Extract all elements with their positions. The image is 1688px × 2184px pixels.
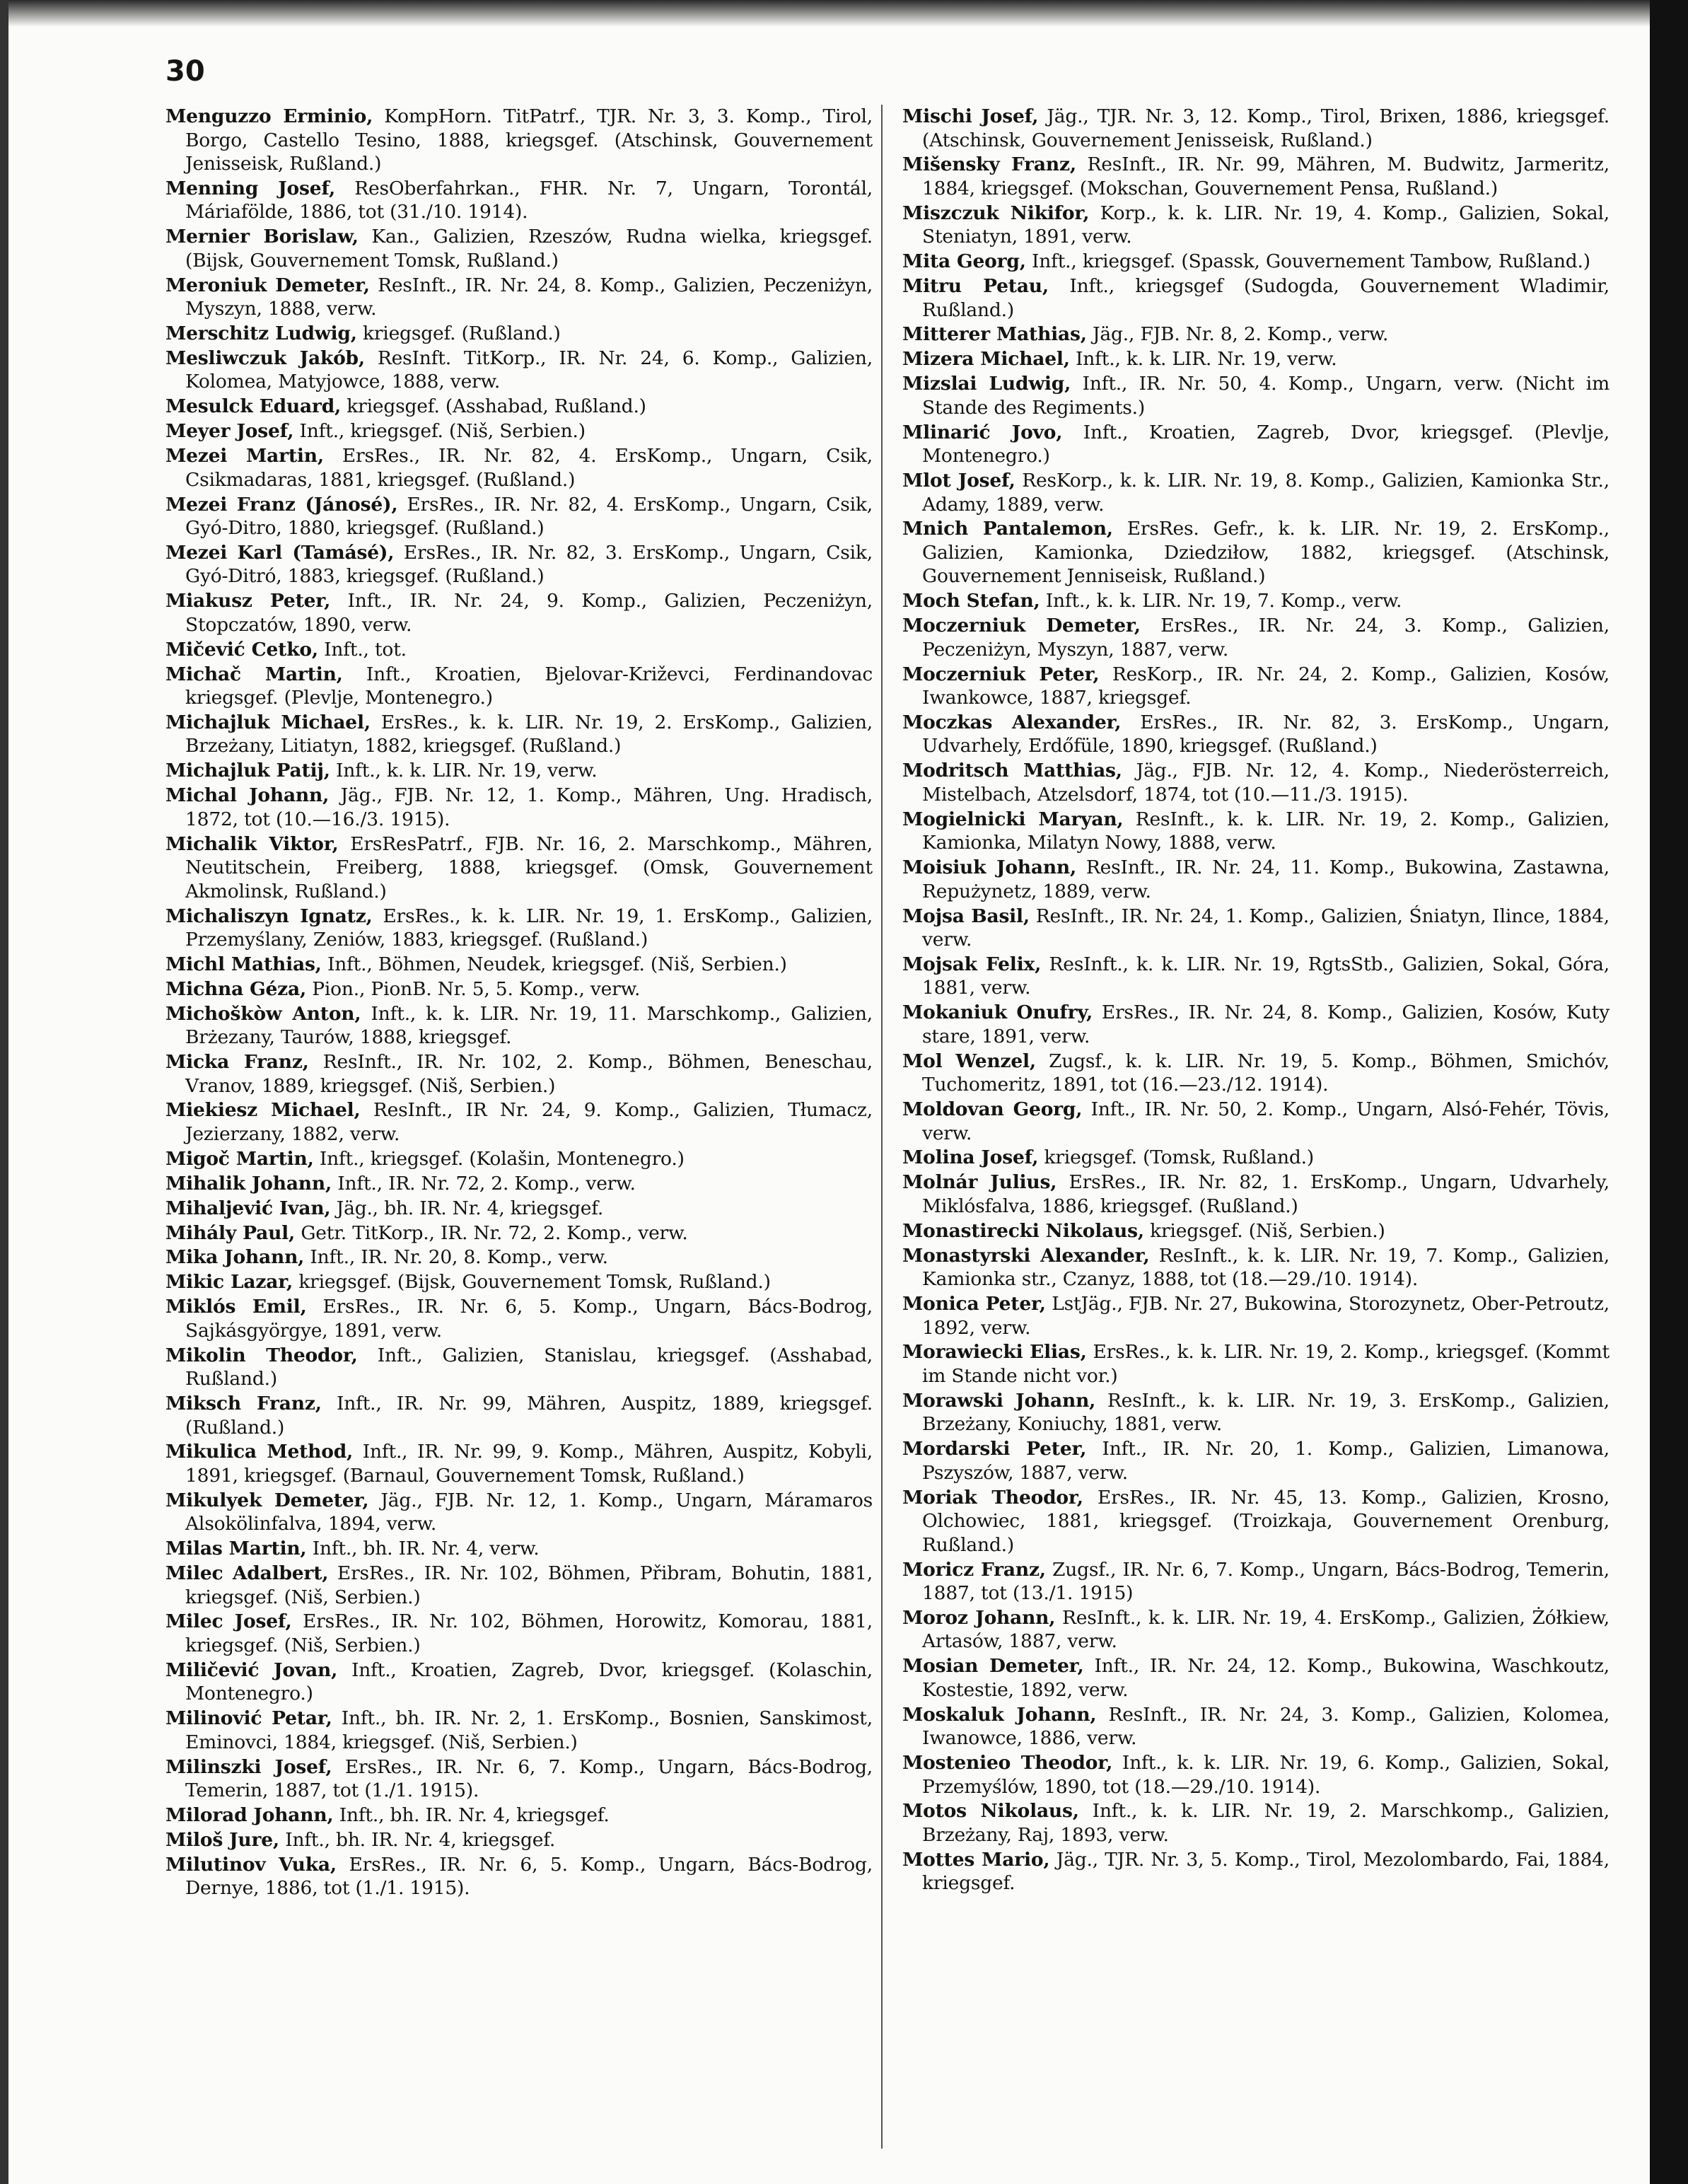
entry-name: Milas Martin, (165, 1538, 307, 1560)
list-item (165, 1440, 873, 1487)
list-item (165, 638, 873, 662)
entry-name: Milinszki Josef, (165, 1755, 332, 1778)
entry-details: Jäg., FJB. Nr. 12, 4. Komp., Niederösterreich, Mistelbach, Atzelsdorf, 1874, tot (10.—11./3. 1915). (922, 760, 1610, 806)
entry-name: Mesliwczuk Jakób, (165, 347, 365, 369)
list-item (902, 105, 1610, 152)
list-item (902, 372, 1610, 419)
entry-name: Milorad Johann, (165, 1804, 334, 1827)
entry-name: Mitterer Mathias, (902, 323, 1087, 346)
entry-name: Moroz Johann, (902, 1606, 1056, 1629)
entry-details: Inft., Kroatien, Zagreb, Dvor, kriegsgef. (Kolaschin, Montenegro.) (185, 1659, 873, 1705)
entry-details: Inft., IR. Nr. 24, 9. Komp., Galizien, Peczeniżyn, Stopczatów, 1890, verw. (185, 590, 873, 636)
entry-details: ErsRes., IR. Nr. 82, 4. ErsKomp., Ungarn, Csik, Gyó-Ditro, 1880, kriegsgef. (Rußland.) (185, 493, 873, 540)
list-item (165, 444, 873, 492)
entry-details: ErsRes., k. k. LIR. Nr. 19, 1. ErsKomp., Galizien, Przemyślany, Zeniów, 1883, kriegsgef. (Rußland.) (185, 905, 873, 951)
list-item (902, 905, 1610, 952)
entry-details: kriegsgef. (Niš, Serbien.) (1150, 1219, 1385, 1242)
list-item (902, 711, 1610, 758)
entry-details: ResInft., k. k. LIR. Nr. 19, RgtsStb., Galizien, Sokal, Góra, 1881, verw. (922, 953, 1610, 999)
entry-name: Mezei Karl (Tamásé), (165, 541, 395, 564)
scan-edge-right (1650, 0, 1688, 2184)
list-item (902, 1389, 1610, 1436)
list-item (902, 663, 1610, 710)
entry-details: kriegsgef. (Tomsk, Rußland.) (1044, 1146, 1315, 1169)
list-item (165, 1853, 873, 1900)
entry-name: Moldovan Georg, (902, 1098, 1083, 1121)
entry-details: ResInft., IR. Nr. 102, 2. Komp., Böhmen, Beneschau, Vranov, 1889, kriegsgef. (Niš, Serbien.) (185, 1051, 873, 1097)
entry-details: ErsRes., IR. Nr. 82, 1. ErsKomp., Ungarn, Udvarhely, Miklósfalva, 1886, kriegsgef. (Rußland.) (922, 1171, 1610, 1217)
list-item (902, 589, 1610, 613)
entry-details: ResKorp., IR. Nr. 24, 2. Komp., Galizien, Kosów, Iwankowce, 1887, kriegsgef. (922, 663, 1610, 709)
page-number: 30 (165, 55, 205, 88)
entry-name: Mernier Borislaw, (165, 226, 359, 248)
list-item (902, 1146, 1610, 1170)
list-item (165, 541, 873, 588)
entry-name: Mita Georg, (902, 250, 1026, 273)
list-item (902, 1558, 1610, 1605)
list-item (165, 1659, 873, 1706)
list-item (165, 177, 873, 224)
list-item (165, 105, 873, 176)
entry-details: ErsRes., IR. Nr. 24, 3. Komp., Galizien, Peczeniżyn, Myszyn, 1887, verw. (922, 615, 1610, 661)
entry-details: ErsRes., IR. Nr. 82, 3. ErsKomp., Ungarn, Csik, Gyó-Ditró, 1883, kriegsgef. (Rußland.) (185, 541, 873, 588)
list-item (165, 1392, 873, 1439)
entry-name: Mordarski Peter, (902, 1438, 1087, 1460)
list-item (165, 322, 873, 346)
entry-name: Mojsa Basil, (902, 905, 1030, 927)
entry-details: ErsRes., IR. Nr. 102, Böhmen, Přibram, Bohutin, 1881, kriegsgef. (Niš, Serbien.) (185, 1562, 873, 1608)
entry-details: Inft., k. k. LIR. Nr. 19, 7. Komp., verw. (1045, 590, 1402, 612)
list-item (902, 1799, 1610, 1847)
entry-details: Inft., k. k. LIR. Nr. 19, 11. Marschkomp., Galizien, Brżezany, Taurów, 1888, kriegsgef. (185, 1002, 873, 1049)
entry-details: ResInft., IR Nr. 24, 9. Komp., Galizien, Tłumacz, Jezierzany, 1882, verw. (185, 1099, 873, 1145)
entry-details: ErsRes., k. k. LIR. Nr. 19, 2. Komp., kriegsgef. (Kommt im Stande nicht vor.) (922, 1341, 1610, 1387)
entry-name: Mihaljević Ivan, (165, 1197, 331, 1219)
entry-details: Jäg., FJB. Nr. 12, 1. Komp., Mähren, Ung. Hradisch, 1872, tot (10.—16./3. 1915). (185, 784, 873, 830)
list-item (165, 784, 873, 831)
entry-details: Inft., k. k. LIR. Nr. 19, 2. Marschkomp., Galizien, Brzeżany, Raj, 1893, verw. (922, 1800, 1610, 1846)
entry-details: Jäg., TJR. Nr. 3, 5. Komp., Tirol, Mezolombardo, Fai, 1884, kriegsgef. (922, 1848, 1610, 1895)
entry-details: Getr. TitKorp., IR. Nr. 72, 2. Komp., verw. (301, 1221, 688, 1244)
entry-name: Mnich Pantalemon, (902, 518, 1113, 540)
list-item (165, 1344, 873, 1391)
list-item (165, 1197, 873, 1221)
entry-details: ErsRes., IR. Nr. 24, 8. Komp., Galizien, Kosów, Kuty stare, 1891, verw. (922, 1001, 1610, 1047)
list-item (902, 759, 1610, 806)
entry-name: Mottes Mario, (902, 1848, 1050, 1871)
list-item (165, 274, 873, 321)
entry-details: ResInft., k. k. LIR. Nr. 19, 3. ErsKomp., Galizien, Brzeżany, Koniuchy, 1881, verw. (922, 1389, 1610, 1436)
entry-name: Mičević Cetko, (165, 638, 318, 661)
list-item (165, 1050, 873, 1098)
list-item (902, 1244, 1610, 1291)
entry-details: ResInft. TitKorp., IR. Nr. 24, 6. Komp., Galizien, Kolomea, Matyjowce, 1888, verw. (185, 347, 873, 393)
entry-name: Mol Wenzel, (902, 1050, 1036, 1072)
list-item (902, 1654, 1610, 1702)
entry-details: ErsRes., IR. Nr. 82, 3. ErsKomp., Ungarn, Udvarhely, Erdőfüle, 1890, kriegsgef. (Rußland.) (922, 711, 1610, 757)
entry-details: ResInft., k. k. LIR. Nr. 19, 4. ErsKomp., Galizien, Żółkiew, Artasów, 1887, verw. (922, 1606, 1610, 1653)
entry-name: Miloš Jure, (165, 1828, 279, 1851)
entry-name: Mlot Josef, (902, 470, 1015, 492)
entry-details: Zugsf., k. k. LIR. Nr. 19, 5. Komp., Böhmen, Smichóv, Tuchomeritz, 1891, tot (16.—23./12. 1914). (922, 1050, 1610, 1096)
list-item (165, 1489, 873, 1536)
entry-name: Milutinov Vuka, (165, 1853, 337, 1876)
entry-details: Inft., kriegsgef. (Spassk, Gouvernement Tambow, Rußland.) (1031, 250, 1590, 273)
list-item (165, 1562, 873, 1609)
list-item (165, 1098, 873, 1146)
list-item (165, 1755, 873, 1803)
entry-details: Inft., IR. Nr. 20, 8. Komp., verw. (310, 1246, 608, 1269)
list-item (902, 1050, 1610, 1097)
entry-name: Meyer Josef, (165, 420, 294, 443)
list-item (902, 1848, 1610, 1895)
scan-edge-left (0, 0, 8, 2184)
list-item (165, 1002, 873, 1050)
entry-details: Jäg., bh. IR. Nr. 4, kriegsgef. (336, 1197, 604, 1219)
list-item (165, 419, 873, 443)
entry-details: ErsRes., IR. Nr. 45, 13. Komp., Galizien, Krosno, Olchowiec, 1881, kriegsgef. (Troizkaja, Gouvernement Orenburg, Rußland.) (922, 1486, 1610, 1556)
list-item (902, 517, 1610, 588)
entry-name: Mokaniuk Onufry, (902, 1001, 1093, 1024)
entry-details: kriegsgef. (Bijsk, Gouvernement Tomsk, Rußland.) (298, 1271, 771, 1294)
entry-details: LstJäg., FJB. Nr. 27, Bukowina, Storozynetz, Ober-Petroutz, 1892, verw. (922, 1293, 1610, 1339)
entry-details: Korp., k. k. LIR. Nr. 19, 4. Komp., Galizien, Sokal, Steniatyn, 1891, verw. (922, 202, 1610, 248)
entry-details: Inft., IR. Nr. 99, 9. Komp., Mähren, Auspitz, Kobyli, 1891, kriegsgef. (Barnaul, Gouvernement Tomsk, Rußland.) (185, 1441, 873, 1487)
entry-details: ErsRes., IR. Nr. 6, 5. Komp., Ungarn, Bács-Bodrog, Sajkásgyörgye, 1891, verw. (185, 1296, 873, 1342)
list-item (902, 1486, 1610, 1557)
list-item (902, 1292, 1610, 1340)
entry-details: Inft., k. k. LIR. Nr. 19, verw. (336, 760, 598, 782)
entry-name: Mogielnicki Maryan, (902, 808, 1124, 830)
entry-details: ErsResPatrf., FJB. Nr. 16, 2. Marschkomp., Mähren, Neutitschein, Freiberg, 1888, kriegsgef. (Omsk, Gouvernement Akmolinsk, Rußland.) (185, 832, 873, 902)
entry-details: ResInft., IR. Nr. 24, 8. Komp., Galizien, Peczeniżyn, Myszyn, 1888, verw. (185, 274, 873, 320)
entry-details: Kan., Galizien, Rzeszów, Rudna wielka, kriegsgef. (Bijsk, Gouvernement Tomsk, Rußland.) (185, 226, 873, 272)
list-item (902, 856, 1610, 903)
entry-details: ErsRes. Gefr., k. k. LIR. Nr. 19, 2. ErsKomp., Galizien, Kamionka, Dziedziłow, 1882, kriegsgef. (Atschinsk, Gouvernement Jenniseisk, Rußland.) (922, 518, 1610, 588)
entry-name: Michalik Viktor, (165, 832, 339, 855)
entry-details: ErsRes., k. k. LIR. Nr. 19, 2. ErsKomp., Galizien, Brzeżany, Litiatyn, 1882, kriegsgef. (Rußland.) (185, 711, 873, 757)
list-item (165, 759, 873, 783)
entry-name: Moriak Theodor, (902, 1486, 1083, 1509)
entry-details: ErsRes., IR. Nr. 6, 7. Komp., Ungarn, Bács-Bodrog, Temerin, 1887, tot (1./1. 1915). (185, 1755, 873, 1802)
list-item (902, 808, 1610, 855)
list-item (902, 1001, 1610, 1048)
entry-name: Mezei Martin, (165, 445, 324, 467)
entry-name: Moisiuk Johann, (902, 856, 1077, 879)
entry-name: Menguzzo Erminio, (165, 105, 373, 127)
entry-name: Miklós Emil, (165, 1296, 307, 1318)
list-item (902, 153, 1610, 200)
list-item (165, 347, 873, 394)
list-item (165, 1172, 873, 1196)
entry-name: Mizera Michael, (902, 348, 1070, 371)
list-item (902, 614, 1610, 661)
entry-name: Mosian Demeter, (902, 1655, 1084, 1678)
list-item (902, 953, 1610, 1000)
entry-details: Inft., kriegsgef. (Kolašin, Montenegro.) (319, 1147, 685, 1170)
list-item (902, 1703, 1610, 1750)
entry-name: Motos Nikolaus, (902, 1800, 1079, 1823)
list-item (165, 1270, 873, 1294)
entry-name: Mihály Paul, (165, 1221, 296, 1244)
entry-details: Inft., bh. IR. Nr. 4, kriegsgef. (339, 1804, 610, 1827)
entry-details: ResInft., k. k. LIR. Nr. 19, 7. Komp., Galizien, Kamionka str., Czanyz, 1888, tot (18.—29./10. 1914). (922, 1244, 1610, 1291)
entry-name: Moczerniuk Demeter, (902, 615, 1141, 637)
entry-name: Michl Mathias, (165, 953, 322, 975)
entry-details: Jäg., FJB. Nr. 12, 1. Komp., Ungarn, Máramaros Alsokölinfalva, 1894, verw. (185, 1489, 873, 1535)
entry-details: Inft., k. k. LIR. Nr. 19, 6. Komp., Galizien, Sokal, Przemyślów, 1890, tot (18.—29./10. 1914). (922, 1752, 1610, 1798)
entry-name: Mitru Petau, (902, 275, 1049, 298)
entry-details: ResInft., IR. Nr. 24, 3. Komp., Galizien, Kolomea, Iwanowce, 1886, verw. (922, 1703, 1610, 1750)
list-item (165, 493, 873, 540)
column-left (165, 105, 873, 2156)
entry-name: Michač Martin, (165, 663, 343, 685)
list-item (902, 1437, 1610, 1485)
entry-name: Moczkas Alexander, (902, 711, 1122, 733)
scan-edge-top (0, 0, 1688, 27)
entry-details: ResOberfahrkan., FHR. Nr. 7, Ungarn, Torontál, Máriafölde, 1886, tot (31./10. 1914). (185, 177, 873, 223)
entry-name: Molnár Julius, (902, 1171, 1057, 1194)
entry-name: Mischi Josef, (902, 105, 1039, 127)
list-item (165, 1221, 873, 1245)
entry-details: ResInft., IR. Nr. 24, 11. Komp., Bukowina, Zastawna, Repużynetz, 1889, verw. (922, 856, 1610, 902)
entry-name: Michna Géza, (165, 977, 307, 1000)
entry-details: Inft., Böhmen, Neudek, kriegsgef. (Niš, Serbien.) (327, 953, 787, 975)
list-item (165, 663, 873, 710)
entry-name: Molina Josef, (902, 1146, 1039, 1169)
list-item (165, 1610, 873, 1657)
list-item (165, 905, 873, 952)
entry-details: ErsRes., IR. Nr. 6, 5. Komp., Ungarn, Bács-Bodrog, Dernye, 1886, tot (1./1. 1915). (185, 1853, 873, 1900)
entry-details: Inft., tot. (324, 638, 407, 661)
entry-details: Jäg., FJB. Nr. 8, 2. Komp., verw. (1092, 323, 1389, 346)
entry-details: Inft., IR. Nr. 50, 4. Komp., Ungarn, verw. (Nicht im Stande des Regiments.) (922, 373, 1610, 419)
entry-details: ResInft., IR. Nr. 99, Mähren, M. Budwitz, Jarmeritz, 1884, kriegsgef. (Mokschan, Gouvernement Pensa, Rußland.) (922, 153, 1610, 199)
entry-name: Miksch Franz, (165, 1393, 322, 1415)
entry-details: ResInft., IR. Nr. 24, 1. Komp., Galizien, Śniatyn, Ilince, 1884, verw. (922, 905, 1610, 951)
entry-details: Inft., k. k. LIR. Nr. 19, verw. (1076, 348, 1337, 371)
entry-name: Miakusz Peter, (165, 590, 331, 612)
entry-name: Michal Johann, (165, 784, 330, 807)
entry-name: Menning Josef, (165, 177, 336, 199)
entry-details: Inft., bh. IR. Nr. 4, kriegsgef. (285, 1828, 556, 1851)
entry-name: Moskaluk Johann, (902, 1703, 1097, 1726)
entry-details: ErsRes., IR. Nr. 102, Böhmen, Horowitz, Komorau, 1881, kriegsgef. (Niš, Serbien.) (185, 1610, 873, 1656)
column-divider (881, 105, 883, 2149)
list-item (165, 225, 873, 272)
entry-name: Michajluk Michael, (165, 711, 371, 733)
entry-details: Inft., kriegsgef. (Niš, Serbien.) (299, 420, 586, 443)
list-item (165, 1828, 873, 1852)
entry-name: Mojsak Felix, (902, 953, 1042, 975)
entry-details: kriegsgef. (Asshabad, Rußland.) (347, 395, 646, 418)
entry-details: Inft., IR. Nr. 72, 2. Komp., verw. (337, 1172, 636, 1195)
entry-name: Mikulyek Demeter, (165, 1489, 369, 1511)
entry-details: Jäg., TJR. Nr. 3, 12. Komp., Tirol, Brixen, 1886, kriegsgef. (Atschinsk, Gouvernement Jenisseisk, Rußland.) (922, 105, 1610, 151)
entry-name: Mezei Franz (Jánosé), (165, 493, 398, 516)
entry-name: Mesulck Eduard, (165, 395, 342, 418)
entry-name: Mostenieo Theodor, (902, 1752, 1113, 1774)
list-item (165, 832, 873, 904)
entry-name: Mikulica Method, (165, 1441, 354, 1463)
entry-name: Mizslai Ludwig, (902, 373, 1071, 395)
entry-details: kriegsgef. (Rußland.) (362, 323, 561, 345)
list-item (165, 1537, 873, 1561)
entry-details: KompHorn. TitPatrf., TJR. Nr. 3, 3. Komp., Tirol, Borgo, Castello Tesino, 1888, kriegsgef. (Atschinsk, Gouvernement Jenisseisk, Rußland.) (185, 105, 873, 175)
entry-name: Morawiecki Elias, (902, 1341, 1087, 1364)
entry-name: Morawski Johann, (902, 1389, 1096, 1412)
entry-details: ErsRes., IR. Nr. 82, 4. ErsKomp., Ungarn, Csik, Csikmadaras, 1881, kriegsgef. (Rußland.) (185, 445, 873, 491)
entry-name: Miličević Jovan, (165, 1659, 338, 1681)
list-item (902, 347, 1610, 371)
entry-details: Pion., PionB. Nr. 5, 5. Komp., verw. (312, 977, 641, 1000)
entry-name: Moricz Franz, (902, 1558, 1046, 1581)
entry-name: Moch Stefan, (902, 590, 1040, 612)
list-item (902, 274, 1610, 322)
list-item (902, 202, 1610, 249)
entry-name: Merschitz Ludwig, (165, 323, 357, 345)
entry-name: Mika Johann, (165, 1246, 305, 1269)
entry-name: Monastyrski Alexander, (902, 1244, 1150, 1267)
entry-details: Zugsf., IR. Nr. 6, 7. Komp., Ungarn, Bács-Bodrog, Temerin, 1887, tot (13./1. 1915) (922, 1558, 1610, 1604)
entry-name: Mišensky Franz, (902, 153, 1076, 176)
list-item (165, 1803, 873, 1828)
list-item (165, 1707, 873, 1754)
list-item (902, 1219, 1610, 1243)
list-item (902, 469, 1610, 516)
list-item (902, 1751, 1610, 1799)
list-item (165, 711, 873, 758)
entry-details: Inft., IR. Nr. 20, 1. Komp., Galizien, Limanowa, Pszyszów, 1887, verw. (922, 1438, 1610, 1484)
column-right (902, 105, 1610, 2156)
entry-name: Moczerniuk Peter, (902, 663, 1100, 685)
entry-details: ResInft., k. k. LIR. Nr. 19, 2. Komp., Galizien, Kamionka, Milatyn Nowy, 1888, verw. (922, 808, 1610, 854)
list-item (902, 323, 1610, 347)
entry-details: Inft., bh. IR. Nr. 4, verw. (312, 1538, 540, 1560)
entry-name: Mikic Lazar, (165, 1271, 293, 1294)
entry-name: Modritsch Matthias, (902, 760, 1122, 782)
entry-details: Inft., IR. Nr. 50, 2. Komp., Ungarn, Alsó-Fehér, Tövis, verw. (922, 1098, 1610, 1144)
entry-name: Mikolin Theodor, (165, 1344, 358, 1366)
entry-details: Inft., Kroatien, Zagreb, Dvor, kriegsgef. (Plevlje, Montenegro.) (922, 421, 1610, 467)
entry-name: Miszczuk Nikifor, (902, 202, 1090, 224)
entry-name: Miekiesz Michael, (165, 1099, 361, 1122)
entry-details: Inft., Galizien, Stanislau, kriegsgef. (Asshabad, Rußland.) (185, 1344, 873, 1390)
entry-name: Monastirecki Nikolaus, (902, 1219, 1144, 1242)
entry-details: Inft., Kroatien, Bjelovar-Križevci, Ferdinandovac kriegsgef. (Plevlje, Montenegro.) (185, 663, 873, 709)
list-item (902, 250, 1610, 274)
list-item (165, 1295, 873, 1342)
entry-name: Monica Peter, (902, 1293, 1046, 1315)
entry-name: Milinović Petar, (165, 1707, 332, 1730)
list-item (902, 421, 1610, 468)
list-item (902, 1340, 1610, 1388)
list-item (165, 1245, 873, 1270)
list-item (902, 1606, 1610, 1654)
entry-name: Meroniuk Demeter, (165, 274, 370, 296)
entry-name: Michaliszyn Ignatz, (165, 905, 373, 927)
entry-name: Mlinarić Jovo, (902, 421, 1063, 443)
list-item (165, 1147, 873, 1171)
entry-name: Mihalik Johann, (165, 1172, 332, 1195)
entry-details: Inft., bh. IR. Nr. 2, 1. ErsKomp., Bosnien, Sanskimost, Eminovci, 1884, kriegsgef. (Niš, Serbien.) (185, 1707, 873, 1753)
list-item (165, 589, 873, 637)
entry-name: Milec Josef, (165, 1610, 292, 1633)
entry-details: Inft., kriegsgef (Sudogda, Gouvernement Wladimir, Rußland.) (922, 275, 1610, 321)
list-item (902, 1171, 1610, 1218)
entry-name: Michoškòw Anton, (165, 1002, 361, 1025)
list-item (902, 1098, 1610, 1145)
list-item (165, 977, 873, 1001)
list-item (165, 953, 873, 977)
entry-details: Inft., IR. Nr. 99, Mähren, Auspitz, 1889, kriegsgef. (Rußland.) (185, 1393, 873, 1439)
entry-details: Inft., IR. Nr. 24, 12. Komp., Bukowina, Waschkoutz, Kostestie, 1892, verw. (922, 1655, 1610, 1701)
entry-name: Michajluk Patij, (165, 760, 330, 782)
entry-name: Micka Franz, (165, 1051, 309, 1074)
entry-name: Migoč Martin, (165, 1147, 314, 1170)
entry-details: ResKorp., k. k. LIR. Nr. 19, 8. Komp., Galizien, Kamionka Str., Adamy, 1889, verw. (922, 470, 1610, 516)
list-item (165, 395, 873, 419)
entry-name: Milec Adalbert, (165, 1562, 329, 1585)
